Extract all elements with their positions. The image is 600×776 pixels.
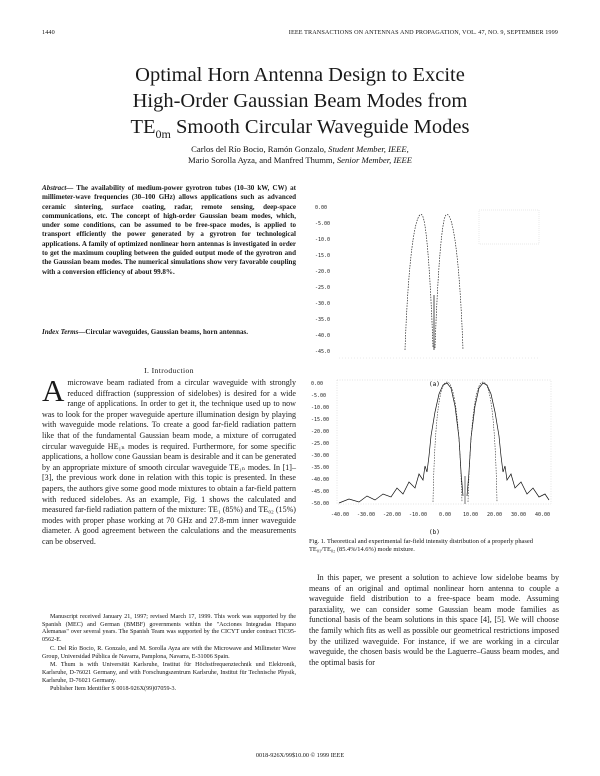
figure-1a-plot (309, 200, 561, 390)
author-role-1: Student Member, IEEE, (328, 144, 409, 154)
svg-text:-40.0: -40.0 (315, 333, 331, 339)
plot-b-measured-right (467, 383, 549, 500)
introduction-paragraph (42, 373, 296, 548)
author-names-2: Mario Sorolla Ayza, and Manfred Thumm, (187, 155, 337, 165)
xtick: 0.00 (439, 512, 452, 518)
ytick: 0.00 (311, 381, 324, 387)
title-suffix: Smooth Circular Waveguide Modes (170, 116, 470, 138)
figure-caption: Fig. 1. Theoretical and experimental far-field intensity distribution of a properly phased TE₀₁/TE₀₂ (85.4%/14.6%) mode mixture. (309, 538, 533, 553)
plot-a-lobe-left (405, 214, 433, 350)
author-line-2 (0, 155, 600, 166)
svg-text:-25.0: -25.0 (315, 285, 331, 291)
figure-label-a: (a) (429, 381, 440, 388)
plot-a-yticks (315, 205, 330, 355)
copyright-line: 0018-926X/99$10.00 © 1999 IEEE (255, 752, 345, 759)
author-line-1 (0, 144, 600, 155)
xtick: 30.00 (511, 512, 527, 518)
svg-text:-15.0: -15.0 (315, 253, 331, 259)
drop-cap: A (42, 373, 65, 408)
paper-title-line-1: Optimal Horn Antenna Design to Excite (135, 64, 465, 86)
plot-b-xticks (331, 512, 550, 518)
figure-1b-plot (309, 376, 561, 536)
author-role-2: Senior Member, IEEE (336, 155, 413, 165)
paper-title-line-2: High-Order Gaussian Beam Modes from (132, 90, 468, 112)
figure-label-b: (b) (429, 529, 440, 536)
title-subscript: 0m (155, 127, 171, 142)
ytick: -50.00 (311, 501, 330, 507)
abstract (42, 184, 296, 277)
ytick: -5.00 (311, 393, 327, 399)
svg-text:-5.00: -5.00 (315, 221, 331, 227)
svg-text:-35.0: -35.0 (315, 317, 331, 323)
footnote-affiliation-1: C. Del Río Bocio, R. Gonzalo, and M. Sorolla Ayza are with the Microwave and Millimeter Wave Group, Universidad Pública de Navarra, Pamplona, Navarra, E-31006 Spain. (42, 645, 296, 660)
footnote-identifier: Publisher Item Identifier S 0018-926X(99)07059-3. (50, 686, 177, 693)
abstract-text: The availability of medium-power gyrotron tubes (10–30 kW, CW) at millimeter-wave frequencies (30–100 GHz) allows applications such as advanced ceramic sintering, surface coating, radar, remote sensing, deep-space communications, etc. The concept of high-order Gaussian beam modes, which, under some conditions, can be assumed to be free-space modes, is applied to transport efficiently the power generated by a gyrotron for technological applications. A family of optimized nonlinear horn antennas is investigated in order to get the maximum coupling between the guided output mode of the gyrotron and the Gaussian beam modes. The numerical simulations show very favorable coupling with a conversion efficiency of about 99.8%. (42, 184, 296, 276)
ytick: -10.00 (311, 405, 330, 411)
ytick: -30.00 (311, 453, 330, 459)
introduction-text: microwave beam radiated from a circular waveguide with strongly reduced diffraction (suppression of sidelobes) is desired for a wide range of applications. In order to get it, the technique used up to now was to look for the proper waveguide aperture illumination design by playing with waveguide mode relations. To create a good far-field radiation pattern like that of the fundamental Gaussian beam mode, a mixture of corrugated circular waveguide HE₁ₙ modes is required. Furthermore, for some specific applications, a hollow cone Gaussian beam is desirable and it can be generated by an appropriate mixture of smooth circular waveguide TE₁ₙ modes. In [1]–[3], the previous work done in relation with this topic is presented. In these papers, the authors give some good mode mixtures to obtain a far-field pattern with reduced sidelobes. As an example, Fig. 1 shows the calculated and measured far-field radiation pattern of the mixture: TE₁ (85%) and TE₀₂ (15%) modes with proper phase working at 70 GHz and 27.8-mm inner waveguide diameter. A good agreement between the calculations and the measurements can be observed. (42, 378, 296, 546)
svg-text:-30.0: -30.0 (315, 301, 331, 307)
footnote-manuscript: Manuscript received January 21, 1997; revised March 17, 1999. This work was supported by the Spanish (MEC) and German (BMBF) governments within the "Acciones Integradas Hispano Alemanas" over several years. The Spanish Team was supported by the CICYT under contract TIC95-0562-E. (42, 614, 296, 644)
svg-text:0.00: 0.00 (315, 205, 328, 211)
ytick: -20.00 (311, 429, 330, 435)
footnote-affiliation-2: M. Thum is with Universität Karlsruhe, Institut für Höchstfrequenztechnik und Elektronik, Karlsruhe, D-76021 Germany, and with Forschungszentrum Karlsruhe, Institut für Technische Physik, Karlsruhe, D-76021 Germany. (42, 662, 296, 684)
index-terms (42, 328, 296, 337)
xtick: -20.00 (383, 512, 402, 518)
ytick: -15.00 (311, 417, 330, 423)
right-column-paragraph: In this paper, we present a solution to achieve low sidelobe beams by means of an original and optimal nonlinear horn antenna to couple a waveguide field distribution to a free-space beam mode. Assuming paraxiality, we can consider some Gaussian beam mode families as functional basis of the beam solutions in this space [4], [5]. We will choose the family which fits as well as possible our geometrical restrictions imposed by the utilized waveguide. For instance, if we are working in a circular waveguide, the chosen basis would be the Laguerre–Gauss beam modes, and the optimal basis for (309, 573, 559, 667)
paper-title-line-3 (0, 114, 600, 147)
ytick: -45.00 (311, 489, 330, 495)
svg-text:-20.0: -20.0 (315, 269, 331, 275)
abstract-label: Abstract— (42, 184, 74, 192)
journal-header: IEEE TRANSACTIONS ON ANTENNAS AND PROPAGATION, VOL. 47, NO. 9, SEPTEMBER 1999 (288, 29, 558, 36)
index-terms-label: Index Terms— (42, 328, 86, 336)
title-te: TE (130, 116, 156, 138)
svg-text:-45.0: -45.0 (315, 349, 331, 355)
ytick: -35.00 (311, 465, 330, 471)
page-number: 1440 (42, 29, 55, 36)
section-heading-introduction: I. Introduction (144, 366, 194, 375)
xtick: 40.00 (535, 512, 551, 518)
svg-text:-10.0: -10.0 (315, 237, 331, 243)
xtick: 10.00 (463, 512, 479, 518)
ytick: -40.00 (311, 477, 330, 483)
plot-b-measured-left (339, 383, 463, 503)
xtick: -30.00 (357, 512, 376, 518)
footnotes (42, 614, 296, 695)
plot-a-legend-box (479, 210, 539, 244)
xtick: 20.00 (487, 512, 503, 518)
ytick: -25.00 (311, 441, 330, 447)
plot-b-frame (337, 380, 551, 504)
xtick: -10.00 (409, 512, 428, 518)
plot-b-yticks (311, 381, 329, 507)
xtick: -40.00 (331, 512, 350, 518)
plot-a-lobe-right (435, 214, 463, 350)
index-terms-text: Circular waveguides, Gaussian beams, horn antennas. (85, 328, 249, 336)
author-names-1: Carlos del Río Bocio, Ramón Gonzalo, (191, 144, 329, 154)
